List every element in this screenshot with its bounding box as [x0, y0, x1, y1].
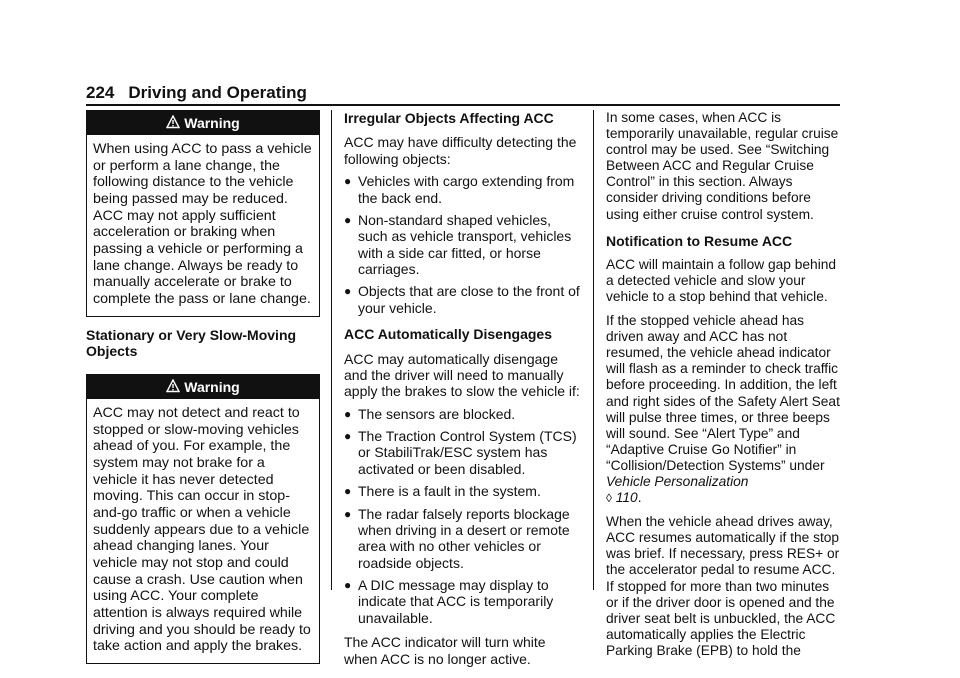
bullet-icon: ●: [344, 429, 352, 443]
bullet-icon: ●: [344, 484, 352, 499]
right-column: [606, 110, 840, 659]
warning-header: [87, 111, 319, 135]
bullet-icon: ●: [344, 578, 352, 592]
bullet-icon: ●: [344, 506, 352, 521]
paragraph-text: If the stopped vehicle ahead has driven away and ACC has not resumed, the vehicle ahead indicator will flash as a reminder to check traffic before proceeding. In addition, the left and right sides of the Safety Alert Seat will pulse three times, or three beeps will sound. See “Alert Type” and “Adaptive Cruise Go Notifier” in “Collision/Detection Systems” under: [606, 313, 840, 473]
list-item-text: The Traction Control System (TCS) or StabiliTrak/ESC system has activated or been disabled.: [358, 428, 577, 477]
column-divider: [331, 110, 332, 590]
list-item: [344, 212, 580, 278]
warning-title: Warning: [184, 115, 240, 131]
list-item-text: Vehicles with cargo extending from the back end.: [358, 173, 575, 206]
warning-triangle-icon: [166, 112, 180, 136]
bullet-icon: ●: [344, 174, 352, 189]
list-item-text: Objects that are close to the front of your vehicle.: [358, 283, 580, 316]
page-number: 224: [86, 83, 115, 102]
list-item: [344, 406, 580, 422]
list-item-text: The sensors are blocked.: [358, 405, 516, 422]
list-item: [344, 577, 580, 626]
page-ref-icon: ◊: [606, 491, 612, 506]
list-item: [344, 428, 580, 477]
list-item-text: Non-standard shaped vehicles, such as vehicle transport, vehicles with a side car fitted, or horse carriages.: [358, 211, 572, 277]
paragraph: ACC may automatically disengage and the driver will need to manually apply the brakes to slow the vehicle if:: [344, 350, 580, 400]
list-item: [344, 483, 580, 499]
warning-text: When using ACC to pass a vehicle or perform a lane change, the following distance to the vehicle being passed may be reduced. ACC may not apply sufficient acceleration or braking when passing a vehicle or performing a lane change. Always be ready to manually accelerate or brake to complete the pass or lane change.: [93, 141, 312, 308]
list-item: [344, 283, 580, 316]
middle-column: [344, 110, 580, 667]
warning-header: [87, 375, 319, 399]
bullet-icon: ●: [344, 284, 352, 299]
section-subheading: ACC Automatically Disengages: [344, 326, 552, 343]
section-subheading: Stationary or Very Slow-Moving Objects: [86, 326, 297, 360]
left-column: [86, 110, 320, 664]
warning-box: [86, 110, 320, 317]
bullet-icon: ●: [344, 406, 352, 421]
bullet-list: [344, 406, 580, 627]
list-item: [344, 173, 580, 206]
bullet-list: [344, 173, 580, 316]
warning-text: ACC may not detect and react to stopped or slow-moving vehicles ahead of you. For example, the system may not brake for a vehicle it has never detected moving. This can occur in stop-and-go traffic or when a vehicle suddenly appears due to a vehicle ahead changing lanes. Your vehicle may not stop and could cause a crash. Use caution when using ACC. Your complete attention is always required while driving and you should be ready to take action and apply the brakes.: [93, 405, 311, 655]
page-header: [86, 82, 840, 106]
warning-triangle-icon: [166, 376, 180, 400]
paragraph: When the vehicle ahead drives away, ACC resumes automatically if the stop was brief. If necessary, press RES+ or the accelerator pedal to resume ACC. If stopped for more than two minutes or if the driver door is opened and the driver seat belt is unbuckled, the ACC automatically applies the Electric Parking Brake (EPB) to hold the: [606, 514, 840, 658]
paragraph: If the stopped vehicle ahead has driven away and ACC has not resumed, the vehicle ahead indicator will flash as a reminder to check traffic before proceeding. In addition, the left and right sides of the Safety Alert Seat will pulse three times, or three beeps will sound. See “Alert Type” and “Adaptive Cruise Go Notifier” in “Collision/Detection Systems” under Vehicle Personalization ◊ 110.: [606, 313, 840, 506]
bullet-icon: ●: [344, 212, 352, 227]
paragraph: ACC will maintain a follow gap behind a detected vehicle and slow your vehicle to a stop behind that vehicle.: [606, 256, 837, 304]
list-item-text: A DIC message may display to indicate that ACC is temporarily unavailable.: [358, 577, 554, 626]
warning-box: [86, 374, 320, 664]
page-reference[interactable]: 110: [615, 490, 638, 506]
section-subheading: Irregular Objects Affecting ACC: [344, 110, 554, 126]
paragraph: ACC may have difficulty detecting the following objects:: [344, 134, 577, 167]
paragraph: The ACC indicator will turn white when ACC is no longer active.: [344, 634, 546, 667]
paragraph: In some cases, when ACC is temporarily unavailable, regular cruise control may be used. See “Switching Between ACC and Regular Cruise Control” in this section. Always consider driving conditions before using either cruise control system.: [606, 110, 839, 222]
warning-title: Warning: [184, 379, 240, 396]
cross-reference[interactable]: Vehicle Personalization: [606, 473, 749, 489]
list-item: [344, 506, 580, 572]
section-title: Driving and Operating: [128, 83, 307, 102]
section-subheading: Notification to Resume ACC: [606, 232, 793, 249]
list-item-text: There is a fault in the system.: [358, 483, 541, 500]
column-divider: [593, 110, 594, 590]
list-item-text: The radar falsely reports blockage when driving in a desert or remote area with no other vehicles or roadside objects.: [358, 505, 570, 571]
